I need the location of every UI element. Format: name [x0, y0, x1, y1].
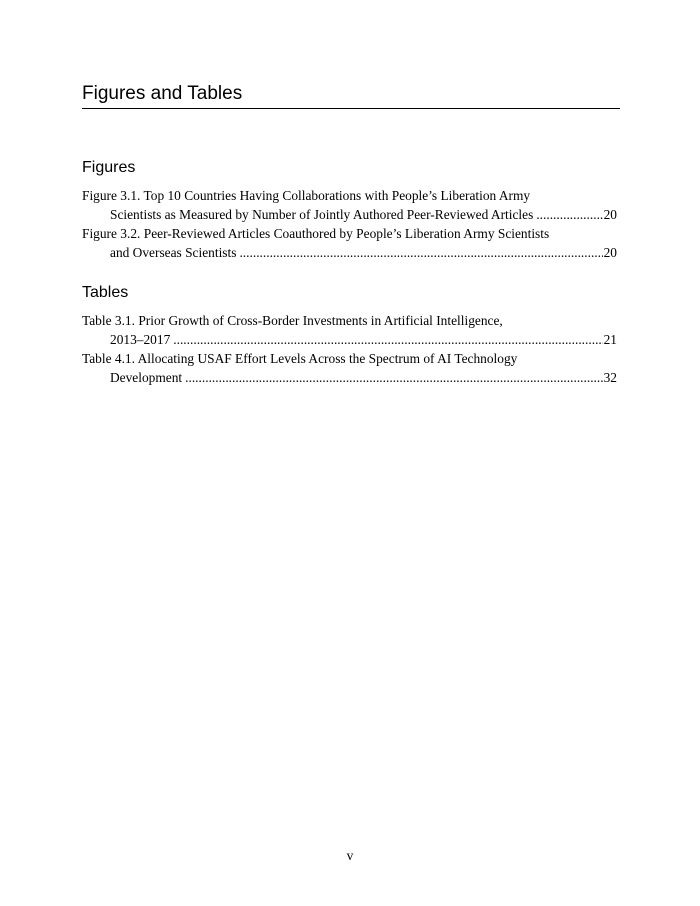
entry-title-continuation: and Overseas Scientists — [110, 245, 237, 260]
tables-heading: Tables — [82, 284, 129, 301]
dot-leader — [536, 205, 602, 224]
tables-list — [82, 311, 620, 387]
page-number: v — [346, 848, 354, 863]
dot-leader — [173, 330, 602, 349]
table-entry-4-1[interactable] — [82, 349, 620, 387]
entry-page-number: 21 — [603, 332, 617, 347]
dot-leader — [239, 243, 602, 262]
entry-page-number: 20 — [603, 207, 617, 222]
figures-heading: Figures — [82, 159, 136, 176]
entry-title-continuation: Development — [110, 370, 183, 385]
entry-title-continuation: Scientists as Measured by Number of Jointly Authored Peer-Reviewed Articles — [110, 207, 534, 222]
entry-title-line: Figure 3.1. Top 10 Countries Having Collaborations with People’s Liberation Army — [82, 188, 531, 203]
entry-title-line: Table 4.1. Allocating USAF Effort Levels Across the Spectrum of AI Technology — [82, 351, 518, 366]
entry-page-number: 20 — [603, 245, 617, 260]
figure-entry-3-1[interactable] — [82, 186, 620, 224]
entry-title-line: Table 3.1. Prior Growth of Cross-Border Investments in Artificial Intelligence, — [82, 313, 503, 328]
figure-entry-3-2[interactable] — [82, 224, 620, 262]
table-entry-3-1[interactable] — [82, 311, 620, 349]
entry-title-line: Figure 3.2. Peer-Reviewed Articles Coauthored by People’s Liberation Army Scientists — [82, 226, 550, 241]
figures-list — [82, 186, 620, 262]
dot-leader — [185, 368, 602, 387]
entry-page-number: 32 — [603, 370, 617, 385]
entry-title-continuation: 2013–2017 — [110, 332, 171, 347]
title-divider — [82, 108, 620, 109]
page-title: Figures and Tables — [82, 83, 243, 104]
